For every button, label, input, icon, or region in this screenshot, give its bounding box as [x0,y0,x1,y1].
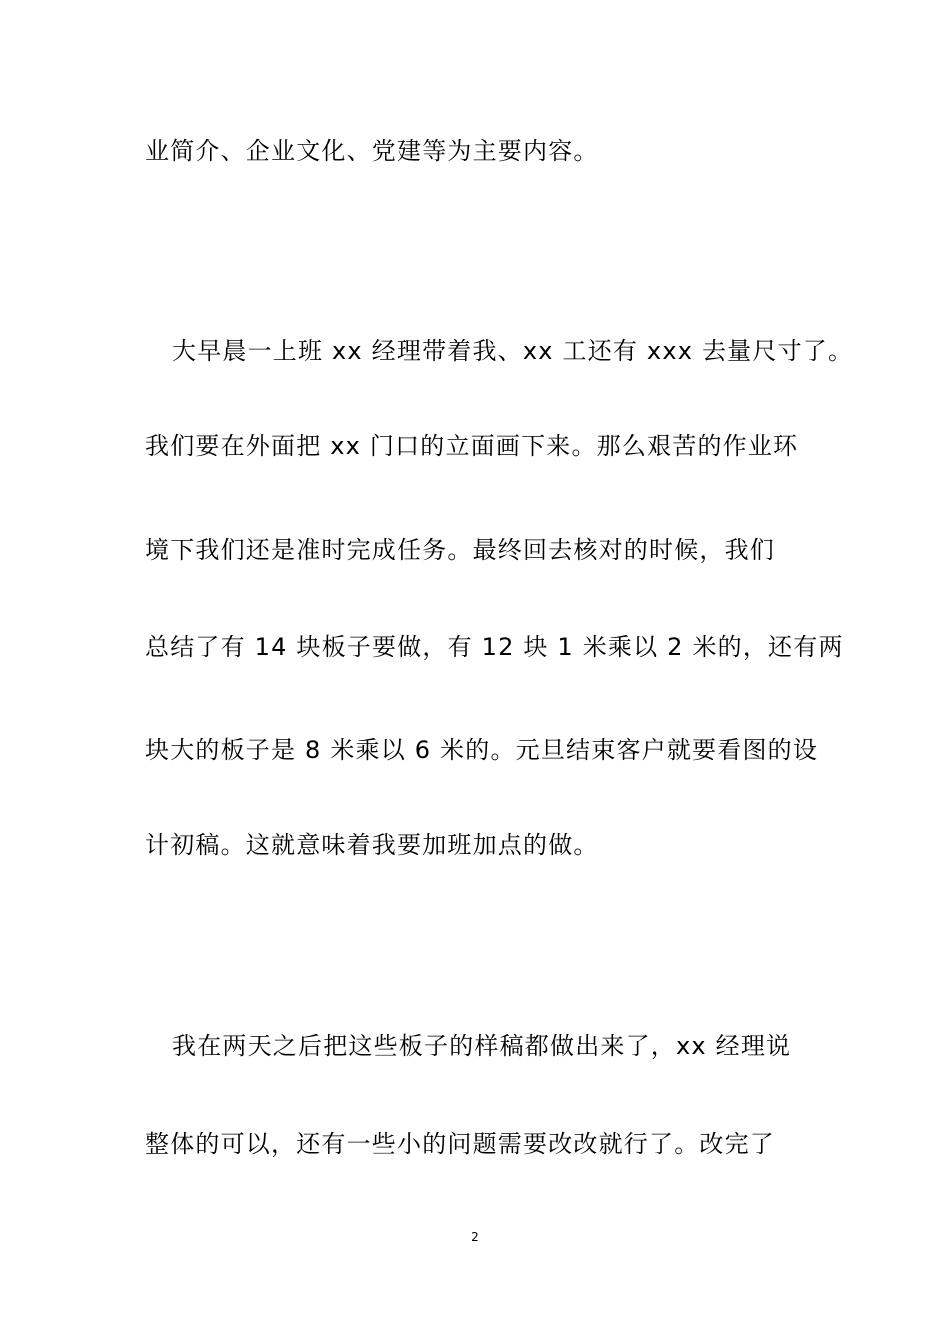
paragraph-2-line-5: 块大的板子是 8 米乘以 6 米的。元旦结束客户就要看图的设 [145,736,819,764]
paragraph-2-line-1: 大早晨一上班 xx 经理带着我、xx 工还有 xxx 去量尺寸了。 [172,337,854,365]
paragraph-3-line-2: 整体的可以，还有一些小的问题需要改改就行了。改完了 [145,1130,775,1158]
paragraph-2-line-4: 总结了有 14 块板子要做，有 12 块 1 米乘以 2 米的，还有两 [145,633,844,661]
paragraph-1-line-1: 业简介、企业文化、党建等为主要内容。 [145,137,599,165]
page-number: 2 [471,1230,479,1244]
paragraph-2-line-2: 我们要在外面把 xx 门口的立面画下来。那么艰苦的作业环 [145,432,799,460]
paragraph-3-line-1: 我在两天之后把这些板子的样稿都做出来了，xx 经理说 [172,1032,792,1060]
paragraph-2-line-3: 境下我们还是准时完成任务。最终回去核对的时候，我们 [145,536,775,564]
paragraph-2-line-6: 计初稿。这就意味着我要加班加点的做。 [145,831,599,859]
